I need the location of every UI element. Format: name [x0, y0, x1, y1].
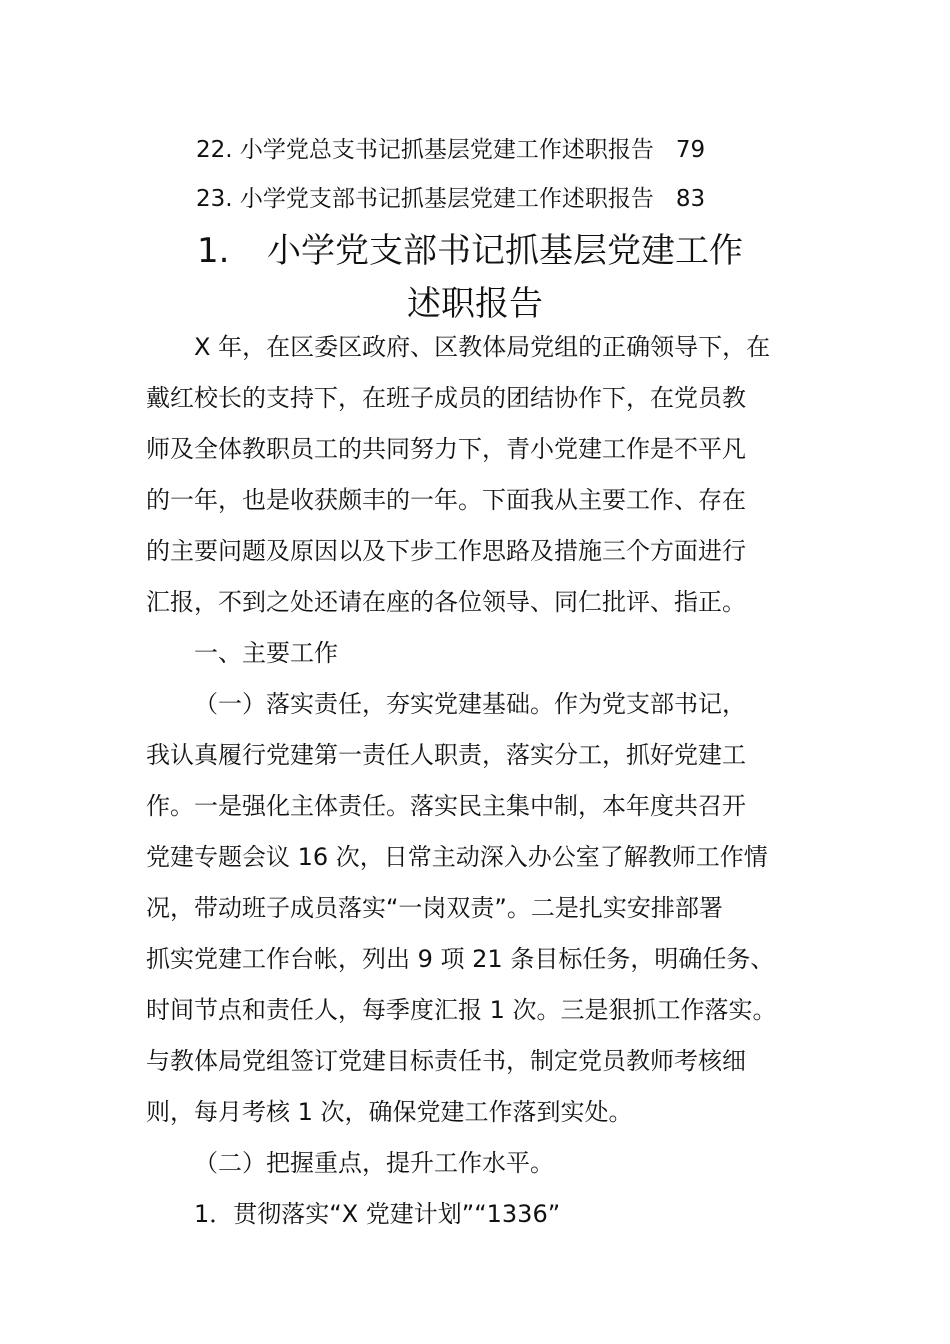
- toc-entry-label: 22. 小学党总支书记抓基层党建工作述职报告: [196, 137, 654, 163]
- body-line: 与教体局党组签订党建目标责任书，制定党员教师考核细: [146, 1047, 746, 1075]
- toc-page-number: 79: [675, 137, 706, 163]
- body-line: （一）落实责任，夯实党建基础。作为党支部书记，: [194, 690, 746, 718]
- section-subheading: （二）把握重点，提升工作水平。: [194, 1149, 554, 1177]
- body-line: 抓实党建工作台帐，列出 9 项 21 条目标任务，明确任务、: [146, 945, 775, 973]
- body-line: 时间节点和责任人，每季度汇报 1 次。三是狠抓工作落实。: [146, 996, 777, 1024]
- section-subheading: 一、主要工作: [194, 639, 338, 667]
- body-line: 1．贯彻落实“X 党建计划”“1336”: [194, 1200, 561, 1228]
- body-line: 作。一是强化主体责任。落实民主集中制，本年度共召开: [146, 792, 746, 820]
- body-line: 党建专题会议 16 次，日常主动深入办公室了解教师工作情: [146, 843, 768, 871]
- body-line: 的一年，也是收获颇丰的一年。下面我从主要工作、存在: [146, 486, 746, 514]
- body-line: X 年，在区委区政府、区教体局党组的正确领导下，在: [194, 333, 771, 361]
- body-line: 的主要问题及原因以及下步工作思路及措施三个方面进行: [146, 537, 746, 565]
- section-heading-continued: [0, 282, 950, 326]
- toc-entry-22[interactable]: [196, 135, 705, 165]
- body-line: 则，每月考核 1 次，确保党建工作落到实处。: [146, 1098, 633, 1126]
- heading-title-line-1: 小学党支部书记抓基层党建工作: [267, 231, 743, 271]
- body-line: 师及全体教职员工的共同努力下，青小党建工作是不平凡: [146, 435, 746, 463]
- body-line: 况，带动班子成员落实“一岗双责”。二是扎实安排部署: [146, 894, 723, 922]
- heading-title-line-2: 述职报告: [407, 284, 543, 324]
- toc-page-number: 83: [675, 186, 706, 212]
- body-line: 汇报，不到之处还请在座的各位领导、同仁批评、指正。: [146, 588, 746, 616]
- heading-number: 1.: [197, 231, 230, 271]
- body-line: 戴红校长的支持下，在班子成员的团结协作下，在党员教: [146, 384, 746, 412]
- toc-entry-label: 23. 小学党支部书记抓基层党建工作述职报告: [196, 186, 654, 212]
- body-line: 我认真履行党建第一责任人职责，落实分工，抓好党建工: [146, 741, 746, 769]
- toc-entry-23[interactable]: [196, 184, 705, 214]
